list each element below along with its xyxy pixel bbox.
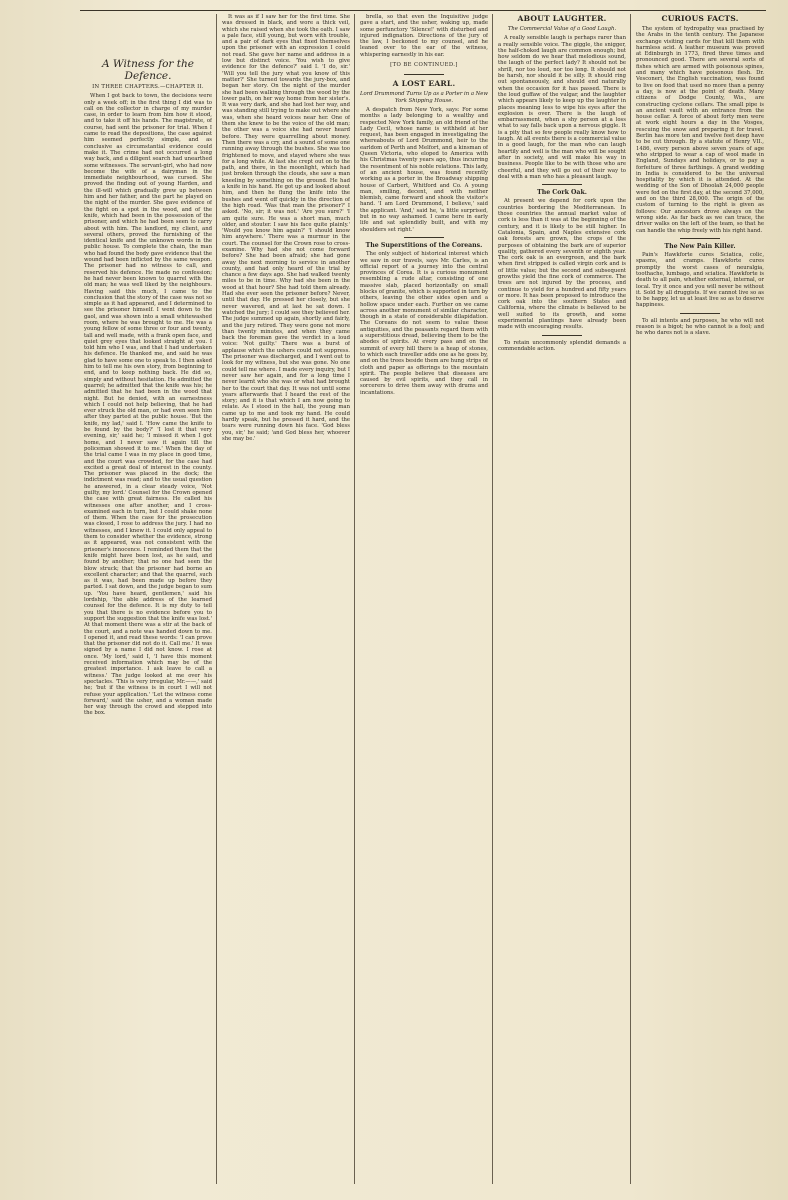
article-deck-laughter: The Commercial Value of a Good Laugh. — [507, 26, 617, 32]
divider — [404, 237, 444, 238]
divider — [542, 335, 582, 336]
column-rule — [630, 14, 631, 1184]
story-title: A Witness for the Defence. — [102, 58, 194, 82]
article-body-curious-facts: The system of hydropathy was practised by the Arabs in the tenth century. The Japanese exchange visiting cards for that kill them with harmless acid. A leather museum was proved at Edinburgh in 1773, fired three times and pronounced good. There are several sorts of fishes which are armed with poisonous spines, and many which have poisonous flesh. Dr. Vesconeri, the English vaccination, was found to live on food that used no more than a penny a day, is now at the point of death. Many citizens of Dodge County, Wis., are constructing cyclone cellars. The small pipe is an ancient vault with an entrance from the house cellar. A force of about forty men were at work eight hours a day in the Vosges, rescuing the snow and preparing it for travel. Berlin has more ten and twelve feet deep have to be cut through. By a statute of Henry VII., 1486, every person above seven years of age who stripped to wear a cap of wool made in England, Sundays and holidays, or to pay a forfeiture of three farthings. A grand wedding in India is considered to be the universal hospitality by which it is attended. At the wedding of the Son of Dhoolah 24,000 people were fed on the first day, at the second 37,000, and on the third 28,000. The origin of the custom of turning to the right is given as follows: Our ancestors drove always on the wrong side. As far back as we can trace, the driver walks on the left of the team, so that he can handle the whip freely with his right hand. — [636, 26, 764, 234]
divider — [542, 184, 582, 185]
column-3 — [360, 14, 488, 1184]
article-title-superstitions: The Superstitions of the Coreans. — [365, 241, 483, 249]
article-title-lost-earl: A LOST EARL. — [392, 79, 456, 89]
column-1 — [84, 14, 212, 1184]
ad-body: Pain's Hawkforte cures Sciatica, colic, spasms, and cramps. Hawkforte cures promptly the worst cases of neuralgia, toothache, lumbago, and sciatica. Hawkforte is death to all pain, whether external, internal, or local. Try it once and you will never be without it. Sold by all druggists. If we cannot live so as to be happy, let us at least live so as to deserve happiness. — [636, 252, 764, 309]
top-rule — [80, 10, 766, 11]
filler-note: To all intents and purposes, he who will not reason is a bigot; he who cannot is a fool; and he who dares not is a slave. — [636, 317, 764, 337]
article-body-laughter: A really sensible laugh is perhaps rarer than a really sensible voice. The giggle, the snigger, the half-choked laugh are common enough; but how seldom do we hear that melodious sound, the laugh of the perfect lady? It should not be shrill, nor too loud, nor too long. It should not be harsh, nor should it be silly. It should ring out spontaneously, and should end naturally when the occasion for it has passed. There is the loud guffaw of the vulgar, and the laughter which appears likely to keep up the laughter in places meaning less to wipe his eyes after the explosion is over. There is the laugh of embarrassment, when a shy person at a loss what to say falls back upon a nervous giggle. It is a pity that so few people really know how to laugh. At all events there is a commercial value in a good laugh, for the man who can laugh heartily and well is the man who will be sought after in society, and will make his way in business. People like to be with those who are cheerful, and they will go out of their way to deal with a man who has a pleasant laugh. — [498, 35, 626, 180]
article-body-superstitions: The only subject of historical interest which we saw in our travels, says Mr. Carles, is an official report of a journey into the central provinces of Corea. It is a curious monument resembling a rude altar, consisting of one massive slab, placed horizontally on small blocks of granite, which is supported in turn by others, leaving the other sides open and a hollow space under each. Further on we came across another monument of similar character, though in a state of considerable dilapidation. The Coreans do not seem to value these antiquities, and the peasants regard them with a superstitious dread, believing them to be the abodes of spirits. At every pass and on the summit of every hill there is a heap of stones, to which each traveller adds one as he goes by, and on the trees beside them are hung strips of cloth and paper as offerings to the mountain spirit. The people believe that diseases are caused by evil spirits, and they call in sorcerers to drive them away with drums and incantations. — [360, 251, 488, 396]
story-body: When I got back to town, the decisions were only a week off; in the first thing I did was to call on the collector in charge of my murder case, in order to learn from him how it stood, and to take it off his hands. The magistrate, of course, had sent the prisoner for trial. When I came to read the depositions, the case against him seemed perfectly simple, and as conclusive as circumstantial evidence could make it. The crime had not occurred a long way back, and a diligent search had unearthed some witnesses. The servant-girl, who had now become the wife of a dairyman in the immediate neighbourhood, was cursed. She proved the finding out of young Harden, and the ill-will which gradually grew up between him and her father, and the part he played on the night of the murder. She gave evidence of the fight on a spot in the wood, and of the knife, which had been in the possession of the prisoner, and which he had been seen to carry about with him. The landlord, my client, and several others, proved the furnishing of the identical knife and the unknown words in the public house. To complete the chain, the man who had found the body gave evidence that the wound had been inflicted by the same weapon. The prisoner had no witness to call, and reserved his defence. He made no confession; he had never been known to quarrel with the old man; he was well liked by the neighbours. Having said this much, I came to the conclusion that the story of the case was not so simple as it had appeared, and I determined to see the prisoner himself. I went down to the gaol, and was shown into a small whitewashed room, where he was brought to me. He was a young fellow of some three or four and twenty, tall and well made, with a frank open face, and quiet grey eyes that looked straight at you. I told him who I was, and that I had undertaken his defence. He thanked me, and said he was glad to have some one to speak to. I then asked him to tell me his own story, from beginning to end, and to keep nothing back. He did so, simply and without hesitation. He admitted the quarrel; he admitted that the knife was his; he admitted that he had been in the wood that night. But he denied, with an earnestness which I could not help believing, that he had ever struck the old man, or had even seen him after they parted at the public house. 'But the knife, my lad,' said I. 'How came the knife to be found by the body?' 'I lost it that very evening, sir,' said he; 'I missed it when I got home, and I never saw it again till the policeman showed it to me.' When the day of the trial came I was in my place in good time, and the court was crowded, for the case had excited a great deal of interest in the county. The prisoner was placed in the dock; the indictment was read; and to the usual question he answered, in a clear steady voice, 'Not guilty, my lord.' Counsel for the Crown opened the case with great fairness. He called his witnesses one after another, and I cross-examined each in turn, but I could shake none of them. When the case for the prosecution was closed, I rose to address the jury. I had no witnesses, and I knew it. I could only appeal to them to consider whether the evidence, strong as it appeared, was not consistent with the prisoner's innocence. I reminded them that the knife might have been lost, as he said, and found by another; that no one had seen the blow struck; that the prisoner had borne an excellent character; and that the quarrel, such as it was, had been made up before they parted. I sat down, and the judge began to sum up. 'You have heard, gentlemen,' said his lordship, 'the able address of the learned counsel for the defence. It is my duty to tell you that there is no evidence before you to support the suggestion that the knife was lost.' At that moment there was a stir at the back of the court, and a note was handed down to me. I opened it, and read these words: 'I can prove that the prisoner did not do it. Call me.' It was signed by a name I did not know. I rose at once. 'My lord,' said I, 'I have this moment received information which may be of the greatest importance. I ask leave to call a witness.' The judge looked at me over his spectacles. 'This is very irregular, Mr.——,' said he; 'but if the witness is in court I will not refuse your application.' 'Let the witness come forward,' said the usher, and a woman made her way through the crowd and stepped into the box. — [84, 93, 212, 717]
divider — [680, 238, 720, 239]
filler-note: To retain uncommonly splendid demands a commendable action. — [498, 339, 626, 352]
divider — [404, 74, 444, 75]
chapter-heading: IN THREE CHAPTERS.—CHAPTER II. — [92, 84, 204, 90]
column-rule — [216, 14, 217, 1184]
column-2 — [222, 14, 350, 1184]
divider — [680, 313, 720, 314]
article-title-cork: The Cork Oak. — [537, 189, 587, 197]
column-4 — [498, 14, 626, 1184]
article-deck-lost-earl: Lord Drummond Turns Up as a Porter in a New York Shipping House. — [360, 91, 488, 104]
column-5 — [636, 14, 764, 1184]
continued-note: [TO BE CONTINUED.] — [390, 62, 458, 69]
article-title-curious-facts: CURIOUS FACTS. — [661, 14, 739, 23]
story-body-end: brella, so that even the Inquisitive judge gave a start, and the usher, waking up, made some perfunctory 'Silence!' with disturbed and injured indignation. Directions of the jury of the law, I beckoned to my counsel, and he leaned over to the ear of the witness, whispering earnestly in his ear. — [360, 14, 488, 58]
article-body-lost-earl: A despatch from New York, says: For some months a lady belonging to a wealthy and respected New York family, an old friend of the Lady Cecil, whose name is withheld at her request, has been engaged in investigating the whereabouts of Lord Drummond, heir to the earldom of Perth and Melfort, and a kinsman of Queen Victoria, who eloped to America with his Christmas twenty years ago, thus incurring the resentment of his noble relations. This lady, of an ancient house, was found recently working as a porter in the Broadway shipping house of Carbert, Whitford and Co. A young man, smiling, decent, and with neither blemish, came forward and shook the visitor's hand. 'I am Lord Drummond, I believe,' said the applicant. 'And,' said he, 'a little surprised, but in no way ashamed. I came here in early life and sat splendidly built, and with my shoulders set right.' — [360, 106, 488, 233]
story-body-continued: It was as if I saw her for the first time. She was dressed in black, and wore a thick veil, which she raised when she took the oath. I saw a pale face, still young, but worn with trouble, and a pair of dark eyes that fixed themselves upon the prisoner with an expression I could not read. She gave her name and address in a low but distinct voice. 'You wish to give evidence for the defence?' said I. 'I do, sir.' 'Will you tell the jury what you know of this matter?' She turned towards the jury-box, and began her story. On the night of the murder she had been walking through the wood by the lower path, on her way home from her sister's. It was very dark, and she had lost her way, and was standing still trying to make out where she was, when she heard voices near her. One of them she knew to be the voice of the old man; the other was a voice she had never heard before. They were quarrelling about money. Then there was a cry, and a sound of some one running away through the bushes. She was too frightened to move, and stayed where she was for a long while. At last she crept out on to the path, and there, in the moonlight, which had just broken through the clouds, she saw a man kneeling by something on the ground. He had a knife in his hand. He got up and looked about him, and then he flung the knife into the bushes and went off quickly in the direction of the high road. 'Was that man the prisoner?' I asked. 'No, sir; it was not.' 'Are you sure?' 'I am quite sure. He was a short man, much older, and stouter. I saw his face quite plainly.' 'Would you know him again?' 'I should know him anywhere.' There was a murmur in the court. The counsel for the Crown rose to cross-examine. Why had she not come forward before? She had been afraid; she had gone away the next morning to service in another county, and had only heard of the trial by chance a few days ago. She had walked twenty miles to be in time. Why had she been in the wood at that hour? She had told them already. Had she ever seen the prisoner before? Never, until that day. He pressed her closely, but she never wavered, and at last he sat down. I watched the jury; I could see they believed her. The judge summed up again, shortly and fairly, and the jury retired. They were gone not more than twenty minutes, and when they came back the foreman gave the verdict in a loud voice: 'Not guilty.' There was a burst of applause which the ushers could not suppress. The prisoner was discharged, and I went out to look for my witness, but she was gone. No one could tell me where. I made every inquiry, but I never saw her again, and for a long time I never learnt who she was or what had brought her to the court that day. It was not until some years afterwards that I heard the rest of the story; and it is that which I am now going to relate. As I stood in the hall, the young man came up to me and took my hand. He could hardly speak, but he pressed it hard, and the tears were running down his face. 'God bless you, sir,' he said; 'and God bless her, whoever she may be.' — [222, 14, 350, 442]
ad-title: The New Pain Killer. — [664, 242, 736, 250]
column-rule — [492, 14, 493, 1184]
column-rule — [354, 14, 355, 1184]
article-title-laughter: ABOUT LAUGHTER. — [517, 14, 607, 23]
article-body-cork: At present we depend for cork upon the countries bordering the Mediterranean. In those countries the annual market value of cork is less than it was at the beginning of the century, and it is likely to be still higher. In Catalonia, Spain, and Naples extensive cork oak forests are grown, the crops of the purposes of obtaining the bark are of superior quality, gathered every seventh or eighth year. The cork oak is an evergreen, and the bark when first stripped is called virgin cork and is of little value; but the second and subsequent growths yield the fine cork of commerce. The trees are not injured by the process, and continue to yield for a hundred and fifty years or more. It has been proposed to introduce the cork oak into the southern States and California, where the climate is believed to be well suited to its growth, and some experimental plantings have already been made with encouraging results. — [498, 198, 626, 331]
